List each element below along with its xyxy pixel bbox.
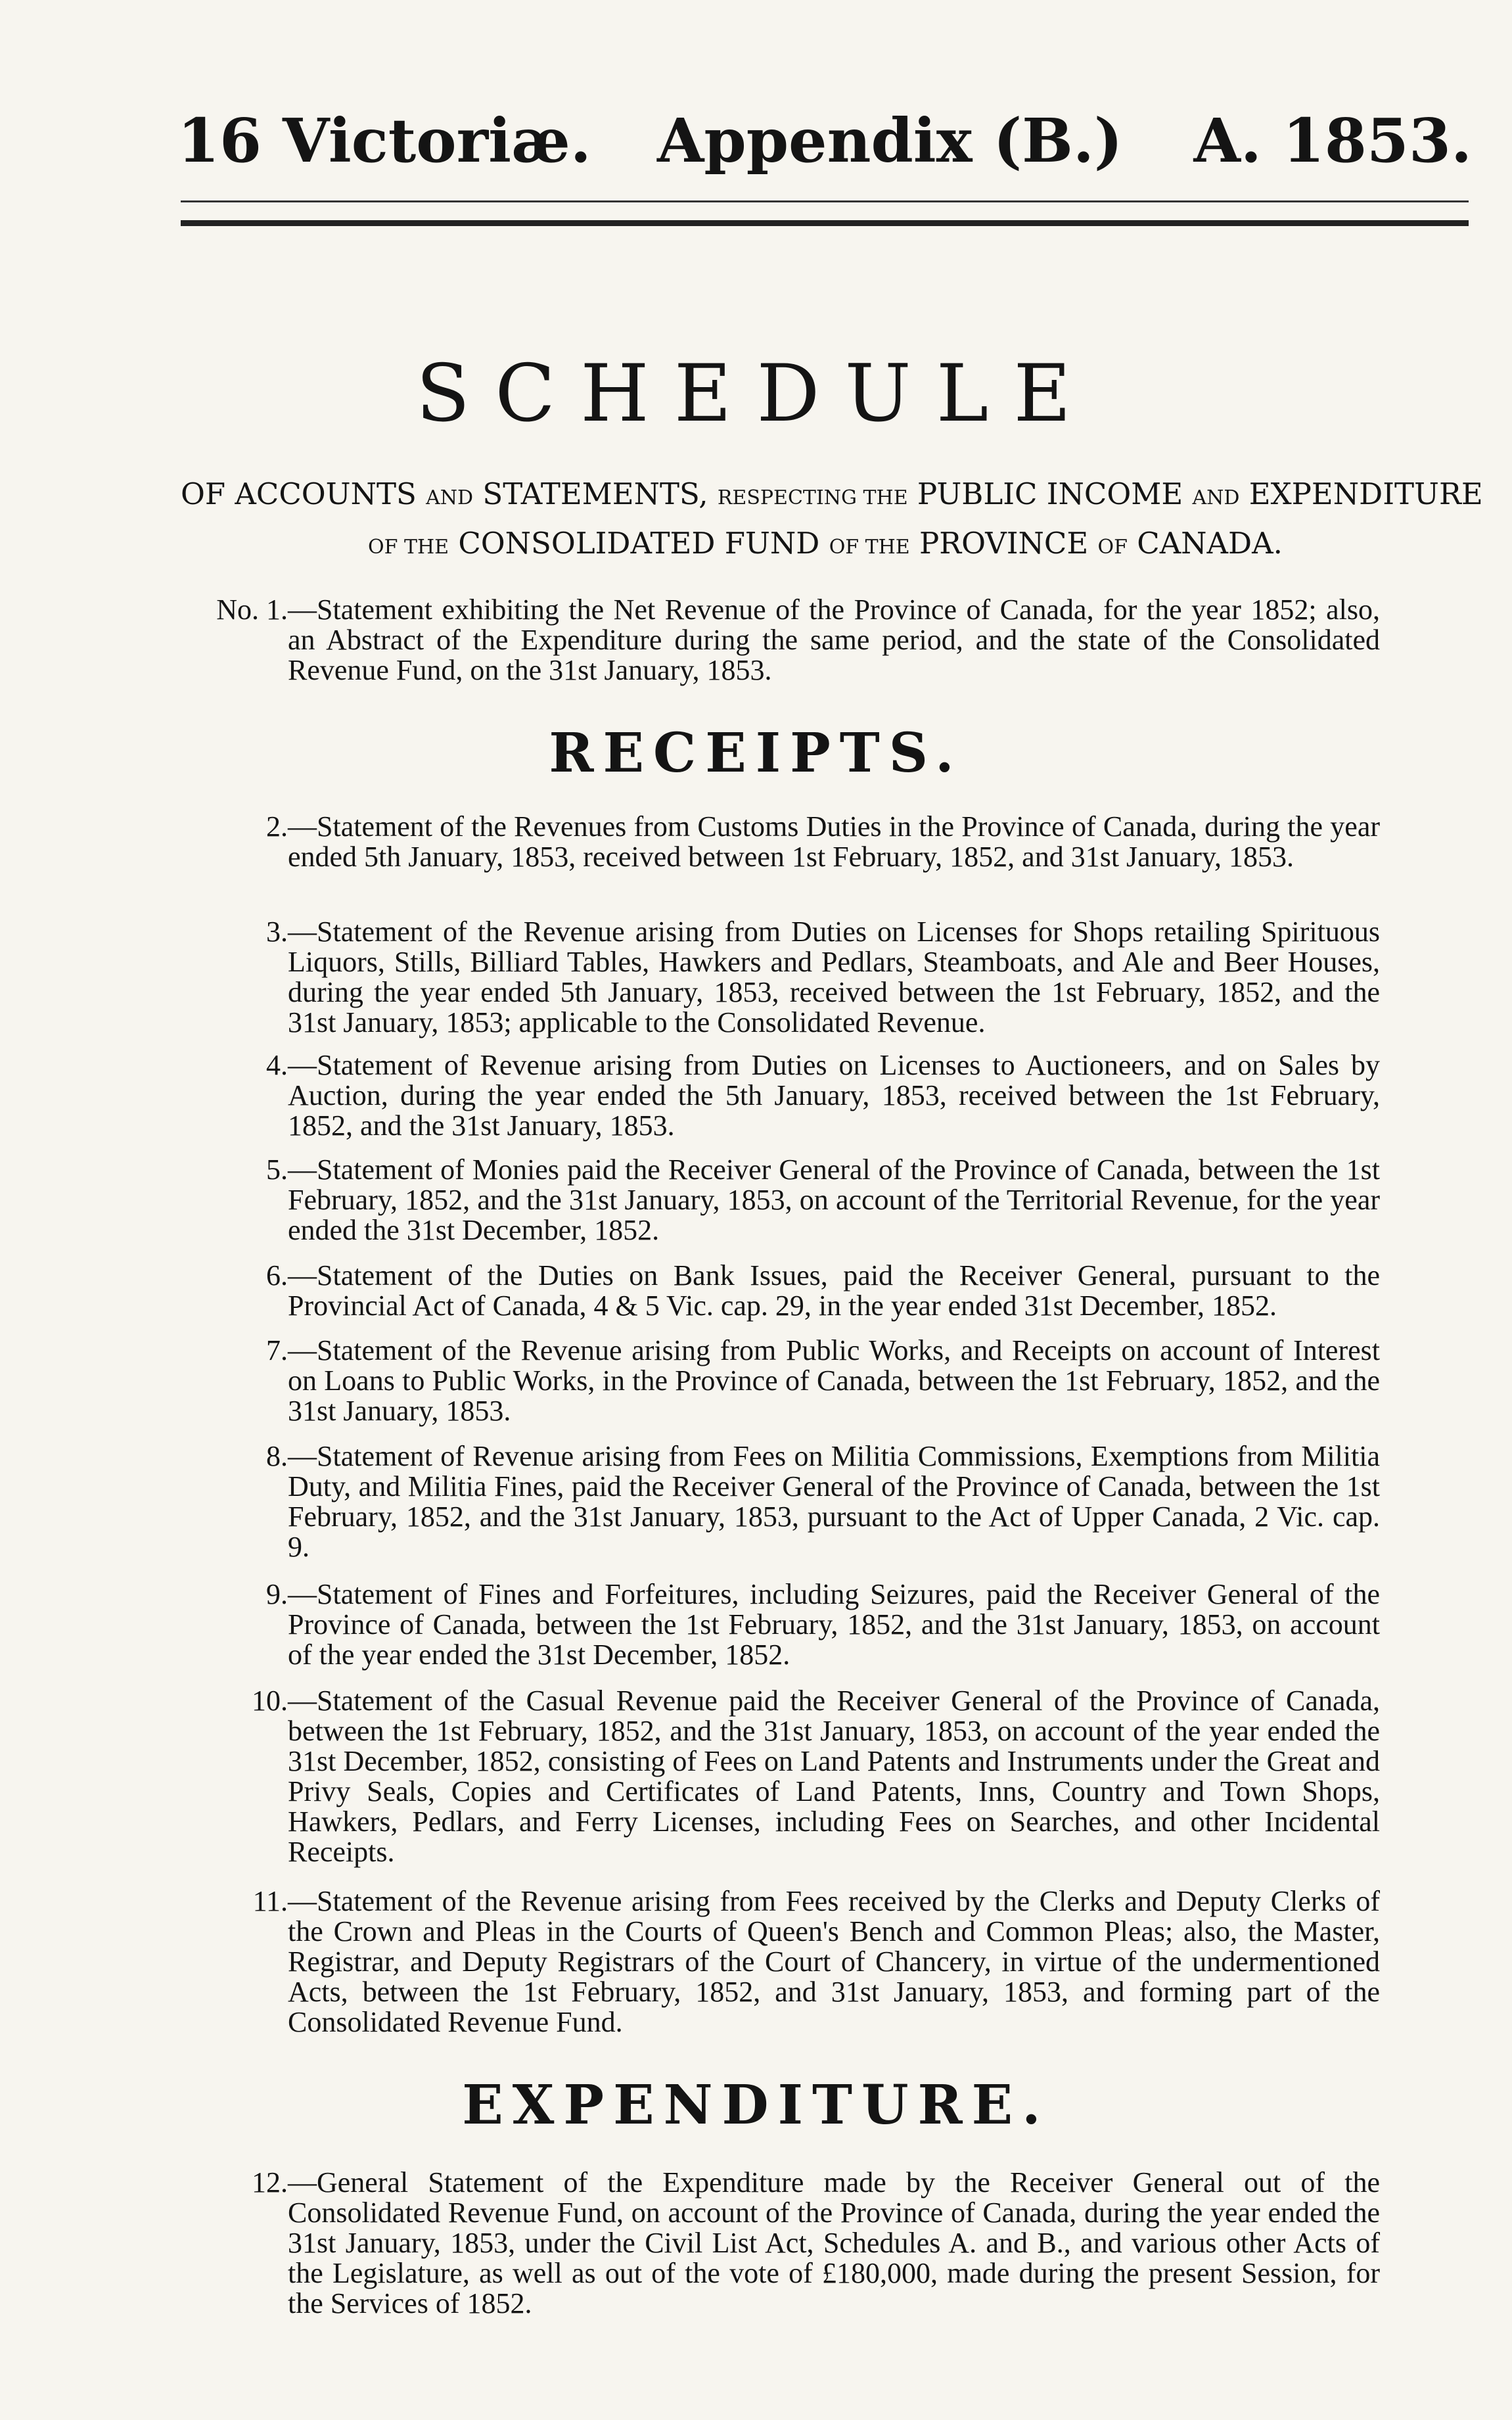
expenditure-heading: EXPENDITURE. <box>462 2074 1050 2137</box>
receipt-item-4 <box>177 1050 1380 1141</box>
receipt-item-2 <box>177 812 1380 872</box>
item-text: —Statement of Revenue arising from Fees on Militia Commissions, Exemptions from Militia Duty, and Militia Fines, paid the Receiver General of the Province of Canada, between the 1st February, 1852, and the 31st January, 1853, pursuant to the Act of Upper Canada, 2 Vic. cap. 9. <box>288 1440 1380 1563</box>
item-number: 5. <box>266 1153 288 1186</box>
header-year: A. 1853. <box>1193 105 1472 176</box>
item-text: —General Statement of the Expenditure made by the Receiver General out of the Consolidated Revenue Fund, on account of the Province of Canada, during the year ended the 31st January, 1853, under the Civil List Act, Schedules A. and B., and various other Acts of the Legislature, as well as out of the vote of £180,000, made during the present Session, for the Services of 1852. <box>288 2166 1380 2319</box>
subtitle-text: PUBLIC INCOME <box>907 477 1193 511</box>
subtitle-small: AND <box>1192 486 1240 509</box>
item-number: 10. <box>252 1685 288 1717</box>
receipt-item-9 <box>177 1579 1380 1670</box>
schedule-item-1 <box>177 595 1380 686</box>
running-header <box>177 105 1472 191</box>
expenditure-item-12 <box>177 2168 1380 2319</box>
subtitle-small: RESPECTING THE <box>717 486 908 509</box>
subtitle-text: OF ACCOUNTS <box>181 477 426 511</box>
item-number: 7. <box>266 1334 288 1366</box>
receipt-item-8 <box>177 1441 1380 1562</box>
subtitle-line-2 <box>368 526 1354 561</box>
item-text: —Statement of Monies paid the Receiver General of the Province of Canada, between the 1st February, 1852, and the 31st January, 1853, on account of the Territorial Revenue, for the year ended the 31st December, 1852. <box>288 1153 1380 1246</box>
subtitle-text: STATEMENTS, <box>473 477 718 511</box>
subtitle-line-1 <box>181 477 1495 511</box>
item-number: 8. <box>266 1440 288 1472</box>
subtitle-text: EXPENDITURE <box>1239 477 1483 511</box>
item-text: —Statement of Revenue arising from Duties on Licenses to Auctioneers, and on Sales by Auction, during the year ended the 5th January, 1853, received between the 1st February, 1852, and the 31st January, 1853. <box>288 1049 1380 1142</box>
subtitle-text: CONSOLIDATED FUND <box>449 526 829 561</box>
item-number: 3. <box>266 916 288 948</box>
subtitle-text: CANADA. <box>1127 526 1283 561</box>
item-number: No. 1. <box>216 593 288 626</box>
receipt-item-3 <box>177 917 1380 1038</box>
subtitle-small: OF THE <box>368 536 449 559</box>
item-number: 6. <box>266 1259 288 1291</box>
receipt-item-5 <box>177 1155 1380 1245</box>
receipt-item-6 <box>177 1261 1380 1321</box>
item-text: —Statement of the Revenues from Customs Duties in the Province of Canada, during the year ended 5th January, 1853, received between 1st February, 1852, and 31st January, 1853. <box>288 810 1380 873</box>
receipt-item-10 <box>177 1686 1380 1867</box>
receipt-item-11 <box>177 1886 1380 2037</box>
header-session: 16 Victoriæ. <box>177 105 591 176</box>
schedule-title: SCHEDULE <box>416 348 1096 440</box>
item-number: 9. <box>266 1578 288 1610</box>
header-rule-thin <box>181 200 1469 202</box>
item-text: —Statement of the Revenue arising from Fees received by the Clerks and Deputy Clerks of the Crown and Pleas in the Courts of Queen's Bench and Common Pleas; also, the Master, Registrar, and Deputy Registrars of the Court of Chancery, in virtue of the undermentioned Acts, between the 1st February, 1852, and 31st January, 1853, and forming part of the Consolidated Revenue Fund. <box>288 1885 1380 2038</box>
item-number: 12. <box>252 2166 288 2199</box>
header-rule-thick <box>181 220 1469 226</box>
subtitle-small: OF THE <box>829 536 910 559</box>
item-text: —Statement exhibiting the Net Revenue of the Province of Canada, for the year 1852; also, an Abstract of the Expenditure during the same period, and the state of the Consolidated Revenue Fund, on the 31st January, 1853. <box>288 593 1380 686</box>
item-text: —Statement of the Revenue arising from Duties on Licenses for Shops retailing Spirituous Liquors, Stills, Billiard Tables, Hawkers and Pedlars, Steamboats, and Ale and Beer Houses, during the year ended 5th January, 1853, received between the 1st February, 1852, and the 31st January, 1853; applicable to the Consolidated Revenue. <box>288 916 1380 1038</box>
item-number: 4. <box>266 1049 288 1081</box>
item-text: —Statement of the Revenue arising from Public Works, and Receipts on account of Interest on Loans to Public Works, in the Province of Canada, between the 1st February, 1852, and the 31st January, 1853. <box>288 1334 1380 1427</box>
receipts-heading: RECEIPTS. <box>549 722 963 785</box>
item-text: —Statement of the Duties on Bank Issues, paid the Receiver General, pursuant to the Provincial Act of Canada, 4 & 5 Vic. cap. 29, in the year ended 31st December, 1852. <box>288 1259 1380 1322</box>
item-text: —Statement of Fines and Forfeitures, including Seizures, paid the Receiver General of the Province of Canada, between the 1st February, 1852, and the 31st January, 1853, on account of the year ended the 31st December, 1852. <box>288 1578 1380 1671</box>
receipt-item-7 <box>177 1336 1380 1426</box>
header-appendix: Appendix (B.) <box>657 105 1123 176</box>
item-number: 11. <box>252 1885 288 1917</box>
subtitle-small: AND <box>426 486 474 509</box>
subtitle-small: OF <box>1097 536 1128 559</box>
item-number: 2. <box>266 810 288 843</box>
item-text: —Statement of the Casual Revenue paid the Receiver General of the Province of Canada, between the 1st February, 1852, and the 31st January, 1853, on account of the year ended the 31st December, 1852, consisting of Fees on Land Patents and Instruments under the Great and Privy Seals, Copies and Certificates of Land Patents, Inns, Country and Town Shops, Hawkers, Pedlars, and Ferry Licenses, including Fees on Searches, and other Incidental Receipts. <box>288 1685 1380 1868</box>
subtitle-text: PROVINCE <box>909 526 1098 561</box>
